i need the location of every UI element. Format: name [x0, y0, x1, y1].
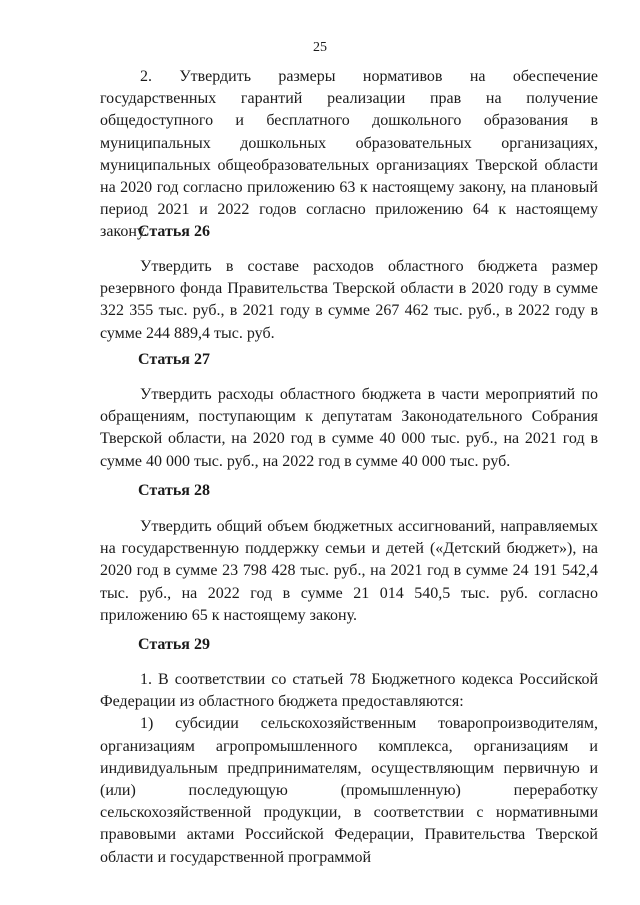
article-29-paragraph-2: 1) субсидии сельскохозяйственным товаропроизводителям, организациям агропромышленного комплекса, организациям и индивидуальным предпринимателям, осуществляющим первичную и (или) последующую (промышленную) переработку сельскохозяйственной продукции, в соответствии с нормативными правовыми актами Российской Федерации, Правительства Тверской области и государственной программой [100, 715, 598, 866]
article-29-paragraph-1: 1. В соответствии со статьей 78 Бюджетного кодекса Российской Федерации из областного бюджета предоставляются: [100, 671, 598, 711]
article-28-text: Утвердить общий объем бюджетных ассигнований, направляемых на государственную поддержку семьи и детей («Детский бюджет»), на 2020 год в сумме 23 798 428 тыс. руб., на 2021 год в сумме 24 191 542,4 тыс. руб., на 2022 год в сумме 21 014 540,5 тыс. руб. согласно приложению 65 к настоящему закону. [100, 518, 598, 624]
article-29-block [100, 669, 598, 869]
article-29-heading: Статья 29 [138, 636, 210, 653]
article-27-text: Утвердить расходы областного бюджета в части мероприятий по обращениям, поступающим к депутатам Законодательного Собрания Тверской области, на 2020 год в сумме 40 000 тыс. руб., на 2021 год в сумме 40 000 тыс. руб., на 2022 год в сумме 40 000 тыс. руб. [100, 386, 598, 470]
top-paragraph-block [100, 66, 598, 244]
article-27-block [100, 384, 598, 473]
article-26-text: Утвердить в составе расходов областного бюджета размер резервного фонда Правительства Тверской области в 2020 году в сумме 322 355 тыс. руб., в 2021 году в сумме 267 462 тыс. руб., в 2022 году в сумме 244 889,4 тыс. руб. [100, 258, 598, 342]
article-26-heading: Статья 26 [138, 223, 210, 240]
article-28-heading: Статья 28 [138, 482, 210, 499]
article-26-block [100, 256, 598, 345]
paragraph-2: 2. Утвердить размеры нормативов на обеспечение государственных гарантий реализации прав на получение общедоступного и бесплатного дошкольного образования в муниципальных дошкольных образовательных организациях, муниципальных общеобразовательных организациях Тверской области на 2020 год согласно приложению 63 к настоящему закону, на плановый период 2021 и 2022 годов согласно приложению 64 к настоящему закону. [100, 68, 598, 241]
page-number: 25 [313, 40, 327, 55]
article-28-block [100, 516, 598, 627]
article-27-heading: Статья 27 [138, 351, 210, 368]
